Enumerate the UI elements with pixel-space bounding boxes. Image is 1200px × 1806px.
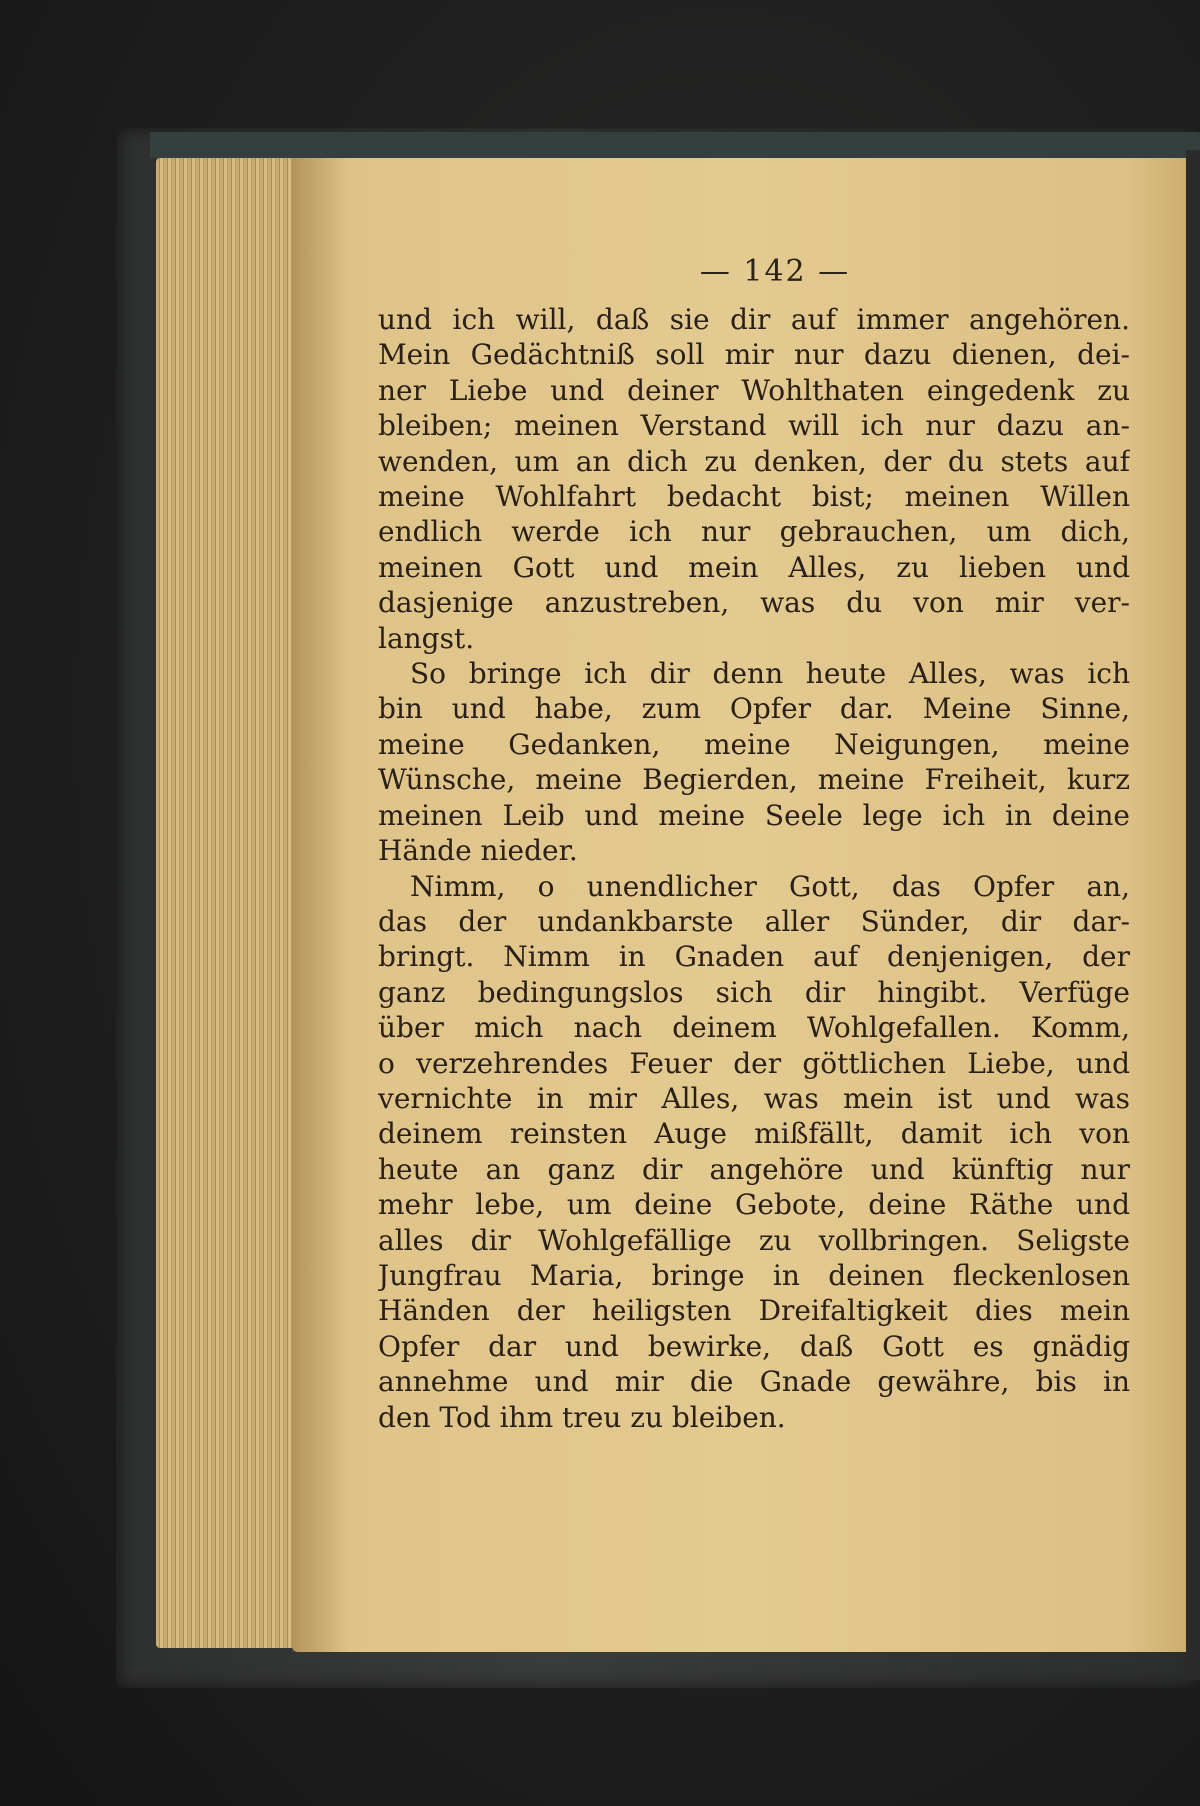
text-line: Händen der heiligsten Dreifaltigkeit dies mein xyxy=(378,1294,1130,1328)
text-line: bleiben; meinen Verstand will ich nur dazu an- xyxy=(378,409,1130,443)
text-line: endlich werde ich nur gebrauchen, um dich, xyxy=(378,515,1130,549)
text-line: und ich will, daß sie dir auf immer angehören. xyxy=(378,303,1130,336)
text-line: wenden, um an dich zu denken, der du stets auf xyxy=(378,444,1130,478)
text-line: meinen Gott und mein Alles, zu lieben und xyxy=(378,550,1130,584)
text-line: Wünsche, meine Begierden, meine Freiheit, kurz xyxy=(378,763,1130,797)
paragraph xyxy=(378,302,1130,656)
paragraph xyxy=(378,656,1130,868)
text-line: Nimm, o unendlicher Gott, das Opfer an, xyxy=(410,869,1130,903)
text-line: ner Liebe und deiner Wohlthaten eingedenk zu xyxy=(378,373,1130,407)
text-line: alles dir Wohlgefällige zu vollbringen. Seligste xyxy=(378,1223,1130,1257)
page-text xyxy=(378,302,1130,1435)
text-line: meine Wohlfahrt bedacht bist; meinen Willen xyxy=(378,480,1130,514)
text-line: mehr lebe, um deine Gebote, deine Räthe und xyxy=(378,1188,1130,1222)
text-line: annehme und mir die Gnade gewähre, bis in xyxy=(378,1365,1130,1399)
text-line: langst. xyxy=(378,621,475,655)
text-line: vernichte in mir Alles, was mein ist und was xyxy=(378,1081,1130,1115)
text-line: deinem reinsten Auge mißfällt, damit ich von xyxy=(378,1117,1130,1151)
text-line: das der undankbarste aller Sünder, dir dar- xyxy=(378,904,1130,938)
book-right-edge xyxy=(1186,150,1200,1680)
page-number: — 142 — xyxy=(699,254,851,289)
paragraph xyxy=(378,869,1130,1436)
text-line: o verzehrendes Feuer der göttlichen Liebe, und xyxy=(378,1046,1130,1080)
text-line: heute an ganz dir angehöre und künftig nur xyxy=(378,1152,1130,1186)
text-line: meinen Leib und meine Seele lege ich in deine xyxy=(378,798,1130,832)
text-line: So bringe ich dir denn heute Alles, was ich xyxy=(410,657,1130,691)
text-line: dasjenige anzustreben, was du von mir ver- xyxy=(378,586,1130,620)
book-cover-top-edge xyxy=(150,132,1200,158)
text-line: Hände nieder. xyxy=(378,834,578,868)
text-line: meine Gedanken, meine Neigungen, meine xyxy=(378,727,1130,761)
text-line: bin und habe, zum Opfer dar. Meine Sinne, xyxy=(378,692,1130,726)
text-line: bringt. Nimm in Gnaden auf denjenigen, der xyxy=(378,940,1130,974)
text-line: Jungfrau Maria, bringe in deinen fleckenlosen xyxy=(378,1258,1130,1292)
text-line: Opfer dar und bewirke, daß Gott es gnädig xyxy=(378,1329,1130,1363)
page-gutter-shadow xyxy=(292,158,352,1652)
page-stack-edges xyxy=(156,158,298,1648)
text-line: ganz bedingungslos sich dir hingibt. Verfüge xyxy=(378,975,1130,1009)
text-line: Mein Gedächtniß soll mir nur dazu dienen, dei- xyxy=(378,338,1130,372)
text-line: über mich nach deinem Wohlgefallen. Komm, xyxy=(378,1011,1130,1045)
text-line: den Tod ihm treu zu bleiben. xyxy=(378,1400,786,1434)
